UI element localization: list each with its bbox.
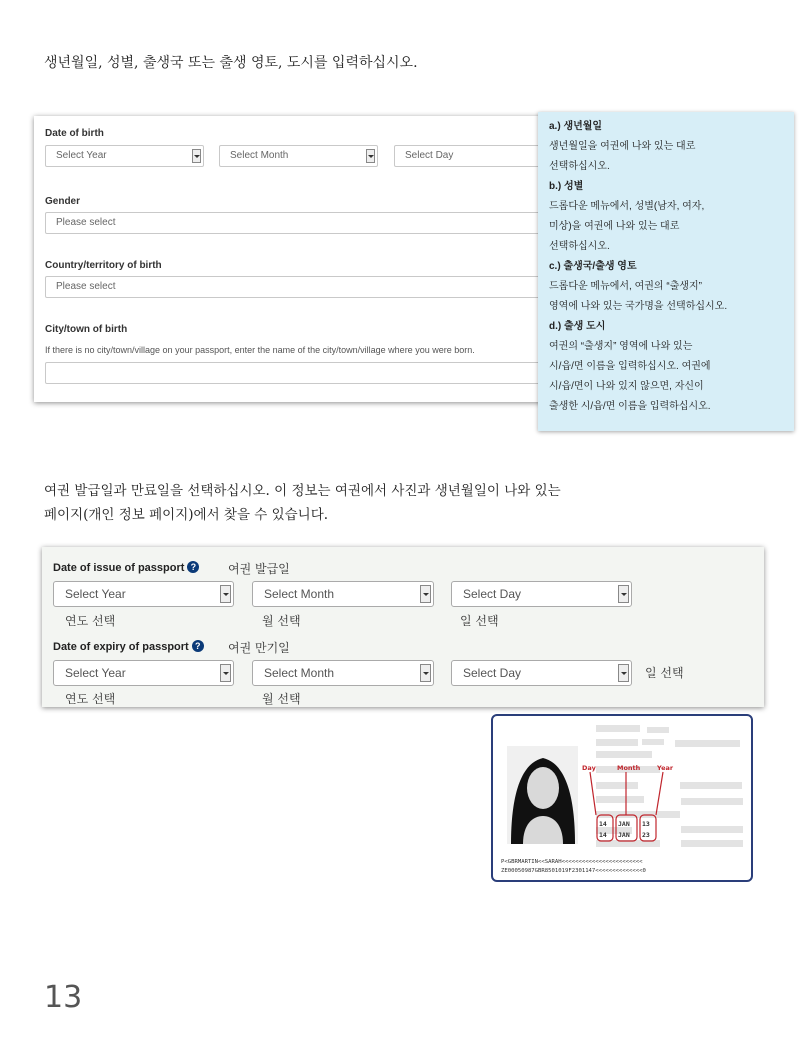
callout-text: 선택하십시오. xyxy=(549,161,610,172)
expiry-month: JAN xyxy=(618,831,630,839)
callout-text: 영역에 나와 있는 국가명을 선택하십시오. xyxy=(549,301,728,312)
chevron-down-icon xyxy=(192,149,201,163)
callout-text: 출생한 시/읍/면 이름을 입력하십시오. xyxy=(549,401,711,412)
chevron-down-icon xyxy=(420,585,431,603)
chevron-down-icon xyxy=(420,664,431,682)
callout-a-title: a.) 생년월일 xyxy=(549,121,603,132)
callout-text: 여권의 “출생지” 영역에 나와 있는 xyxy=(549,341,693,352)
month-select-ko: 월 선택 xyxy=(262,614,301,628)
intro-text: 생년월일, 성별, 출생국 또는 출생 영토, 도시를 입력하십시오. xyxy=(44,55,418,71)
issue-day-select[interactable]: Select Day xyxy=(451,581,632,607)
expiry-year-select[interactable]: Select Year xyxy=(53,660,234,686)
chevron-down-icon xyxy=(220,585,231,603)
issue-day: 14 xyxy=(599,820,607,828)
page-number: 13 xyxy=(44,980,83,1015)
callout-text: 생년월일을 여권에 나와 있는 대로 xyxy=(549,141,696,152)
callout-text: 드롭다운 메뉴에서, 성별(남자, 여자, xyxy=(549,201,705,212)
gender-select[interactable]: Please select xyxy=(45,212,600,234)
expiry-day: 14 xyxy=(599,831,607,839)
gender-label: Gender xyxy=(45,196,81,207)
month-select-ko: 월 선택 xyxy=(262,692,301,706)
passport-dates-form xyxy=(42,547,764,707)
mrz-line-2: ZE00050987GBR8501019F2301147<<<<<<<<<<<<<<0 xyxy=(501,868,646,874)
expiry-date-label: Date of expiry of passport ? xyxy=(53,640,204,653)
chevron-down-icon xyxy=(366,149,375,163)
chevron-down-icon xyxy=(618,585,629,603)
year-select-ko: 연도 선택 xyxy=(65,692,116,706)
city-input[interactable] xyxy=(45,362,600,384)
callout-text: 시/읍/면 이름을 입력하십시오. 여권에 xyxy=(549,361,711,372)
callout-b-title: b.) 성별 xyxy=(549,181,584,192)
day-select-ko: 일 선택 xyxy=(460,614,499,628)
passport-svg xyxy=(493,716,751,880)
issue-month-select[interactable]: Select Month xyxy=(252,581,434,607)
callout-text: 선택하십시오. xyxy=(549,241,610,252)
redacted-lines xyxy=(596,725,743,847)
passport-illustration xyxy=(491,714,753,882)
passport-photo xyxy=(507,746,578,844)
year-select-ko: 연도 선택 xyxy=(65,614,116,628)
city-label: City/town of birth xyxy=(45,324,128,335)
day-select-ko: 일 선택 xyxy=(645,666,684,680)
birth-details-form xyxy=(34,116,600,402)
expiry-date-label-ko: 여권 만기일 xyxy=(228,641,290,655)
country-select[interactable]: Please select xyxy=(45,276,600,298)
passport-dates-instructions xyxy=(44,479,561,527)
issue-year-select[interactable]: Select Year xyxy=(53,581,234,607)
passport-year-label: Year xyxy=(657,764,674,772)
issue-date-label: Date of issue of passport ? xyxy=(53,561,199,574)
chevron-down-icon xyxy=(220,664,231,682)
birth-year-select[interactable]: Select Year xyxy=(45,145,204,167)
help-icon[interactable]: ? xyxy=(187,561,199,573)
help-icon[interactable]: ? xyxy=(192,640,204,652)
expiry-year: 23 xyxy=(642,831,650,839)
birth-day-select[interactable]: Select Day xyxy=(394,145,600,167)
callout-text: 드롭다운 메뉴에서, 여권의 “출생지” xyxy=(549,281,703,292)
expiry-month-select[interactable]: Select Month xyxy=(252,660,434,686)
callout-text: 시/읍/면이 나와 있지 않으면, 자신이 xyxy=(549,381,704,392)
issue-month: JAN xyxy=(618,820,630,828)
dob-label: Date of birth xyxy=(45,128,104,139)
city-hint: If there is no city/town/village on your passport, enter the name of the city/town/village where you were born. xyxy=(45,345,475,355)
passport-month-label: Month xyxy=(617,764,641,772)
expiry-day-select[interactable]: Select Day xyxy=(451,660,632,686)
callout-d-title: d.) 출생 도시 xyxy=(549,321,606,332)
issue-year: 13 xyxy=(642,820,650,828)
chevron-down-icon xyxy=(618,664,629,682)
mrz-line-1: P<GBRMARTIN<<SARAH<<<<<<<<<<<<<<<<<<<<<<<< xyxy=(501,859,643,865)
callout-text: 미상)을 여권에 나와 있는 대로 xyxy=(549,221,680,232)
instruction-line: 여권 발급일과 만료일을 선택하십시오. 이 정보는 여권에서 사진과 생년월일이 나와 있는 xyxy=(44,483,561,499)
instructions-callout xyxy=(538,112,794,431)
callout-c-title: c.) 출생국/출생 영토 xyxy=(549,261,637,272)
passport-day-label: Day xyxy=(582,764,596,772)
country-label: Country/territory of birth xyxy=(45,260,162,271)
issue-date-label-ko: 여권 발급일 xyxy=(228,562,290,576)
birth-month-select[interactable]: Select Month xyxy=(219,145,378,167)
instruction-line: 페이지(개인 정보 페이지)에서 찾을 수 있습니다. xyxy=(44,507,329,523)
